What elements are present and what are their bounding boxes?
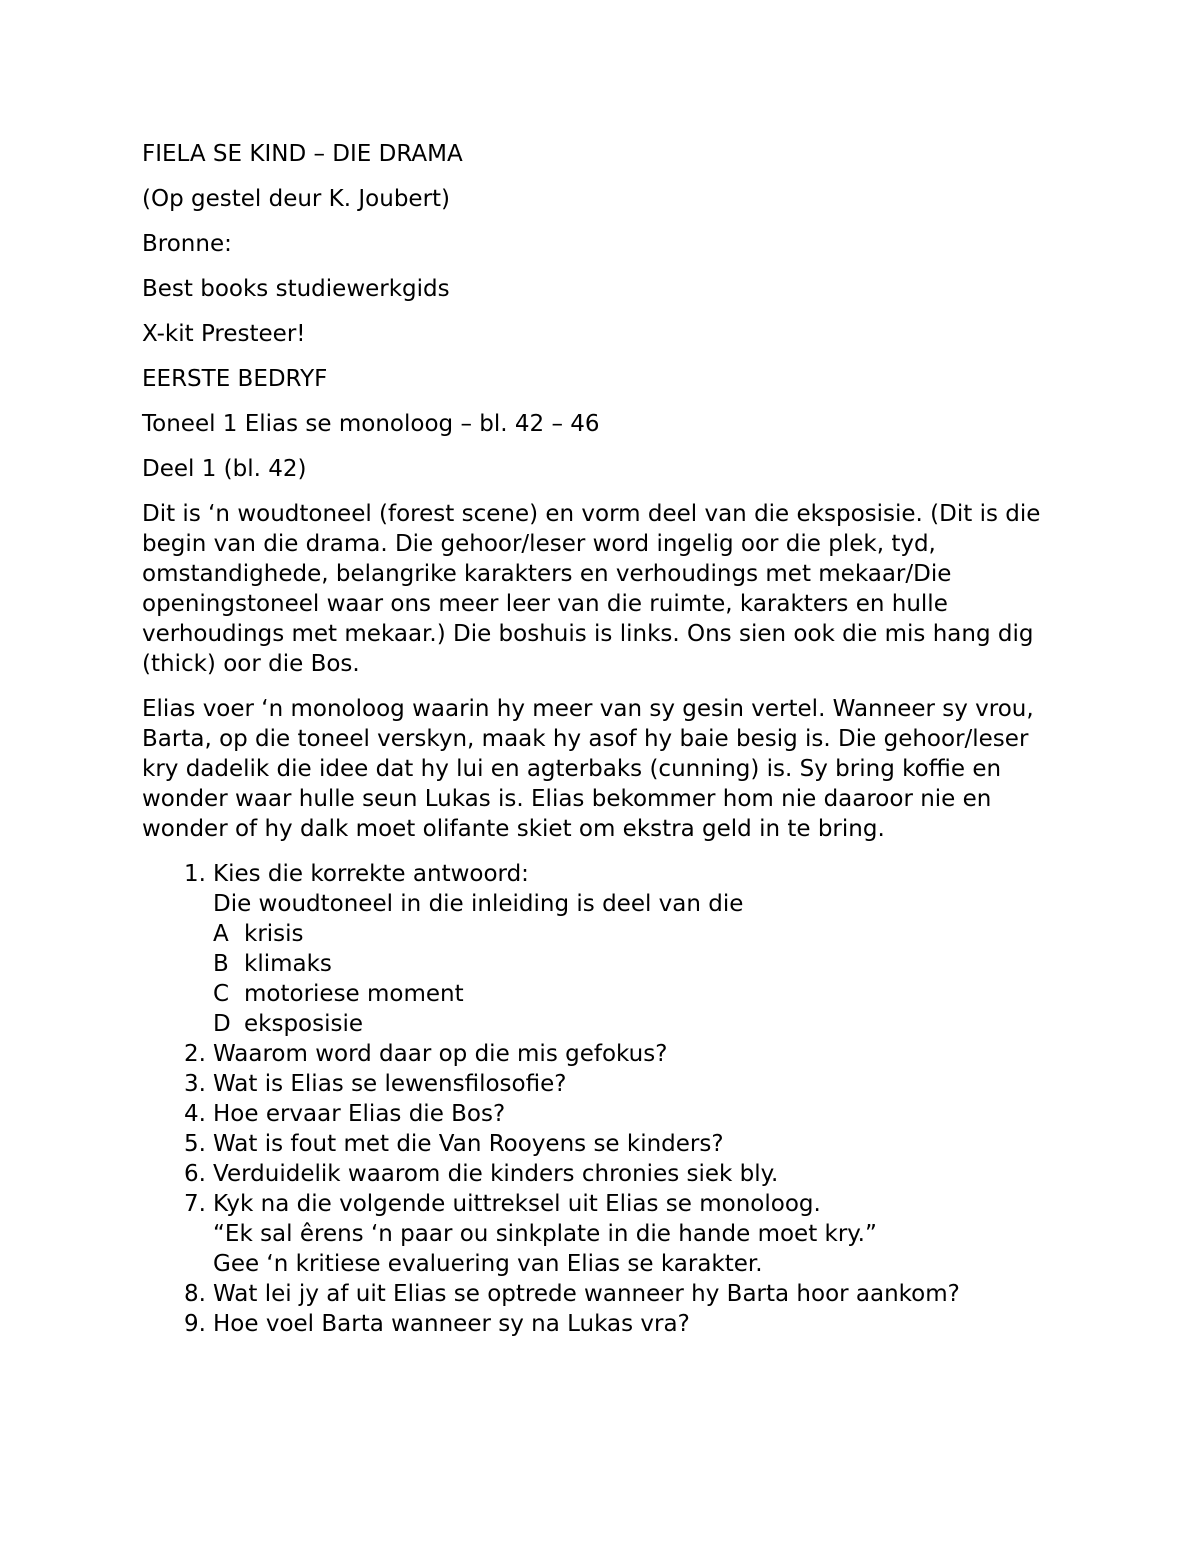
- option-text: klimaks: [244, 951, 332, 977]
- question-text: Waarom word daar op die mis gefokus?: [213, 1041, 668, 1067]
- option-letter: C: [213, 981, 230, 1007]
- question-item: [142, 1279, 1042, 1309]
- source-item: X-kit Presteer!: [142, 321, 306, 347]
- question-item: [142, 1039, 1042, 1069]
- question-text: Die woudtoneel in die inleiding is deel van die: [213, 891, 744, 917]
- question-number: 7.: [184, 1191, 206, 1217]
- question-text: Wat is fout met die Van Rooyens se kinders?: [213, 1131, 724, 1157]
- document-title: FIELA SE KIND – DIE DRAMA: [142, 141, 463, 167]
- question-item: [142, 859, 1042, 1039]
- option-letter: B: [213, 951, 229, 977]
- question-text: Wat lei jy af uit Elias se optrede wanneer hy Barta hoor aankom?: [213, 1281, 960, 1307]
- answer-option: [213, 1009, 1042, 1039]
- option-text: eksposisie: [244, 1011, 364, 1037]
- option-letter: D: [213, 1011, 231, 1037]
- answer-option: [213, 979, 1042, 1009]
- question-number: 4.: [184, 1101, 206, 1127]
- body-paragraph: Elias voer ‘n monoloog waarin hy meer van sy gesin vertel. Wanneer sy vrou, Barta, op die toneel verskyn, maak hy asof hy baie besig is. Die gehoor/leser kry dadelik die idee dat hy lui en agterbaks (cunning) is. Sy bring koffie en wonder waar hulle seun Lukas is. Elias bekommer hom nie daaroor nie en wonder of hy dalk moet olifante skiet om ekstra geld in te bring.: [142, 696, 1034, 842]
- document-page: [142, 139, 1042, 1339]
- question-number: 1.: [184, 861, 206, 887]
- question-item: [142, 1069, 1042, 1099]
- question-number: 8.: [184, 1281, 206, 1307]
- question-text: Hoe ervaar Elias die Bos?: [213, 1101, 506, 1127]
- question-number: 9.: [184, 1311, 206, 1337]
- question-item: [142, 1189, 1042, 1279]
- question-number: 3.: [184, 1071, 206, 1097]
- question-item: [142, 1159, 1042, 1189]
- sources-label: Bronne:: [142, 231, 232, 257]
- question-text: Gee ‘n kritiese evaluering van Elias se karakter.: [213, 1251, 763, 1277]
- question-number: 2.: [184, 1041, 206, 1067]
- question-text: Wat is Elias se lewensfilosofie?: [213, 1071, 567, 1097]
- question-list: [142, 859, 1042, 1339]
- question-text: Kies die korrekte antwoord:: [213, 861, 529, 887]
- answer-option: [213, 919, 1042, 949]
- question-item: [142, 1309, 1042, 1339]
- option-text: motoriese moment: [244, 981, 464, 1007]
- question-item: [142, 1099, 1042, 1129]
- option-text: krisis: [244, 921, 304, 947]
- question-text: Hoe voel Barta wanneer sy na Lukas vra?: [213, 1311, 690, 1337]
- author-line: (Op gestel deur K. Joubert): [142, 186, 451, 212]
- question-text: Verduidelik waarom die kinders chronies siek bly.: [213, 1161, 779, 1187]
- question-item: [142, 1129, 1042, 1159]
- option-letter: A: [213, 921, 229, 947]
- question-text: Kyk na die volgende uittreksel uit Elias se monoloog.: [213, 1191, 821, 1217]
- quoted-excerpt: “Ek sal êrens ‘n paar ou sinkplate in die hande moet kry.”: [213, 1221, 877, 1247]
- question-number: 5.: [184, 1131, 206, 1157]
- source-item: Best books studiewerkgids: [142, 276, 450, 302]
- act-heading: EERSTE BEDRYF: [142, 366, 328, 392]
- scene-heading: Toneel 1 Elias se monoloog – bl. 42 – 46: [142, 411, 600, 437]
- question-number: 6.: [184, 1161, 206, 1187]
- answer-option: [213, 949, 1042, 979]
- part-heading: Deel 1 (bl. 42): [142, 456, 307, 482]
- body-paragraph: Dit is ‘n woudtoneel (forest scene) en vorm deel van die eksposisie. (Dit is die begin van die drama. Die gehoor/leser word ingelig oor die plek, tyd, omstandighede, belangrike karakters en verhoudings met mekaar/Die openingstoneel waar ons meer leer van die ruimte, karakters en hulle verhoudings met mekaar.) Die boshuis is links. Ons sien ook die mis hang dig (thick) oor die Bos.: [142, 501, 1041, 677]
